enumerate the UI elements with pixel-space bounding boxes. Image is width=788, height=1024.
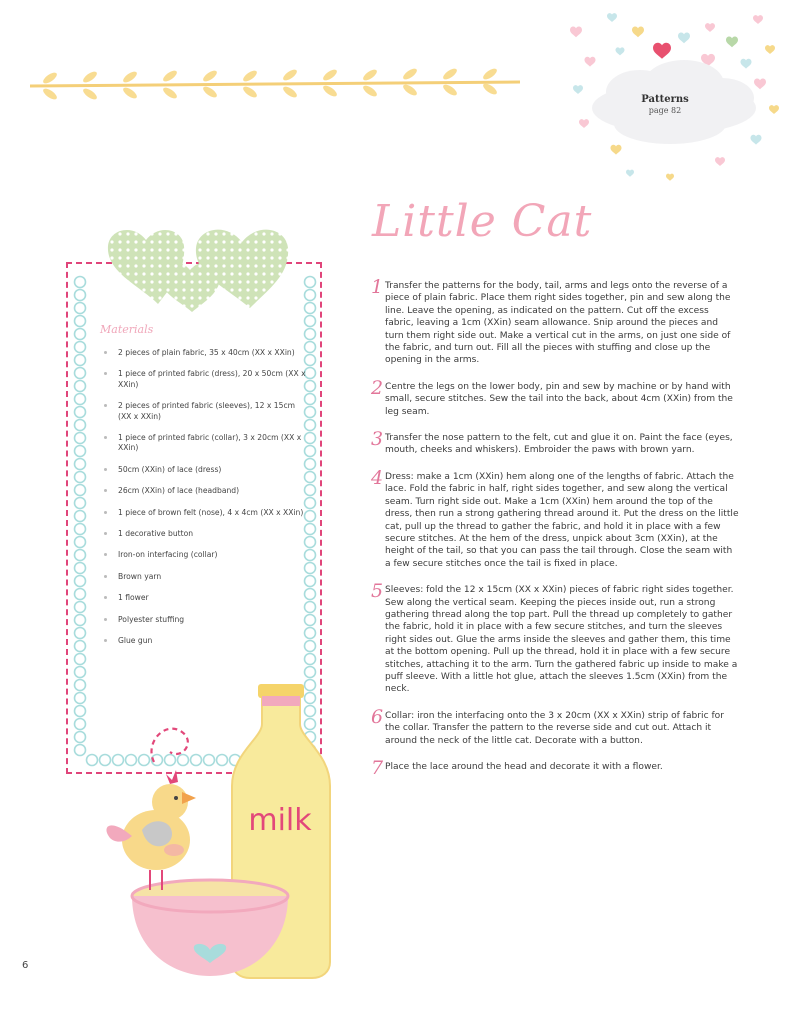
materials-item: 1 piece of brown felt (nose), 4 x 4cm (XX x XXin) [112, 508, 308, 518]
materials-item: 26cm (XXin) of lace (headband) [112, 486, 308, 496]
materials-item: 2 pieces of plain fabric, 35 x 40cm (XX x XXin) [112, 348, 308, 358]
materials-list [112, 348, 308, 658]
step-number: 7 [371, 757, 384, 779]
step-text: Dress: make a 1cm (XXin) hem along one of the lengths of fabric. Attach the lace. Fold the fabric in half, right sides together, and sew along the vertical seam. Turn right side out. Make a 1cm (XXin) hem around the top of the dress, then run a strong gathering thread around it. Put the dress on the little cat, pull up the thread to gather the fabric, and hold it in place with a few secure stitches. At the hem of the dress, unpick about 3cm (XXin), at the height of the tail, so that you can pass the tail through. Close the seam with a few secure stitches once the tail is fixed in place. [385, 471, 739, 569]
materials-item: 1 flower [112, 593, 308, 603]
step-text: Sleeves: fold the 12 x 15cm (XX x XXin) pieces of fabric right sides together. Sew along the vertical seam. Keeping the pieces inside out, run a strong gathering thread along the top part. Pull the thread up completely to gather the fabric, hold it in place with a few secure stitches, and turn the sleeves right sides out. Glue the arms inside the sleeves and gather them, this time at the bottom opening. Pull up the thread, hold it in place with a few secure stitches, attaching it to the arm. Turn the gathered fabric up inside to make a puff sleeve. With a little hot glue, attach the sleeves 1.5cm (XXin) from the neck. [385, 585, 738, 695]
step-number: 5 [371, 580, 384, 603]
step-5 [371, 580, 739, 696]
materials-item: 1 piece of printed fabric (dress), 20 x 50cm (XX x XXin) [112, 369, 308, 390]
page-title: Little Cat [372, 196, 593, 247]
step-number: 6 [371, 705, 384, 728]
step-text: Centre the legs on the lower body, pin and sew by machine or by hand with small, secure stitches. Sew the tail into the back, about 4cm (XXin) from the leg seam. [385, 381, 733, 417]
materials-item: 50cm (XXin) of lace (dress) [112, 465, 308, 475]
page-number: 6 [22, 960, 29, 971]
green-hearts-decoration [100, 222, 300, 314]
instructions [371, 276, 739, 787]
step-text: Transfer the nose pattern to the felt, cut and glue it on. Paint the face (eyes, mouth, cheeks and whiskers). Embroider the paws with brown yarn. [385, 433, 733, 456]
step-7 [371, 757, 739, 779]
vine-decoration [30, 66, 520, 106]
materials-item: 1 piece of printed fabric (collar), 3 x 20cm (XX x XXin) [112, 433, 308, 454]
materials-item: Iron-on interfacing (collar) [112, 550, 308, 560]
step-1 [371, 276, 739, 367]
materials-item: Glue gun [112, 636, 308, 646]
step-number: 4 [371, 466, 384, 489]
section-page: page 82 [648, 106, 682, 115]
step-text: Collar: iron the interfacing onto the 3 x 20cm (XX x XXin) strip of fabric for the collar. Transfer the pattern to the reverse side and cut out. Attach it around the neck of the little cat. Decorate with a button. [385, 710, 724, 746]
step-text: Transfer the patterns for the body, tail, arms and legs onto the reverse of a piece of plain fabric. Place them right sides together, pin and sew along the line. Leave the opening, as indicated on the pattern. Cut off the excess fabric, leaving a 1cm (XXin) seam allowance. Snip around the pieces and turn them right side out. Make a vertical cut in the arms, on just one side of the fabric, and turn out. Fill all the pieces with stuffing and close up the opening in the arms. [385, 281, 731, 366]
section-header [600, 94, 730, 115]
step-3 [371, 428, 739, 457]
milk-bird-illustration [86, 680, 336, 1010]
step-6 [371, 705, 739, 747]
materials-item: Polyester stuffing [112, 615, 308, 625]
step-number: 1 [371, 276, 384, 298]
materials-item: 1 decorative button [112, 529, 308, 539]
materials-item: Brown yarn [112, 572, 308, 582]
section-title: Patterns [641, 94, 689, 105]
materials-heading: Materials [100, 323, 154, 336]
bottle-label: milk [248, 803, 312, 838]
step-number: 2 [371, 376, 384, 399]
step-4 [371, 466, 739, 570]
step-number: 3 [371, 428, 384, 451]
step-text: Place the lace around the head and decorate it with a flower. [385, 762, 663, 772]
step-2 [371, 376, 739, 418]
materials-item: 2 pieces of printed fabric (sleeves), 12 x 15cm (XX x XXin) [112, 401, 308, 422]
